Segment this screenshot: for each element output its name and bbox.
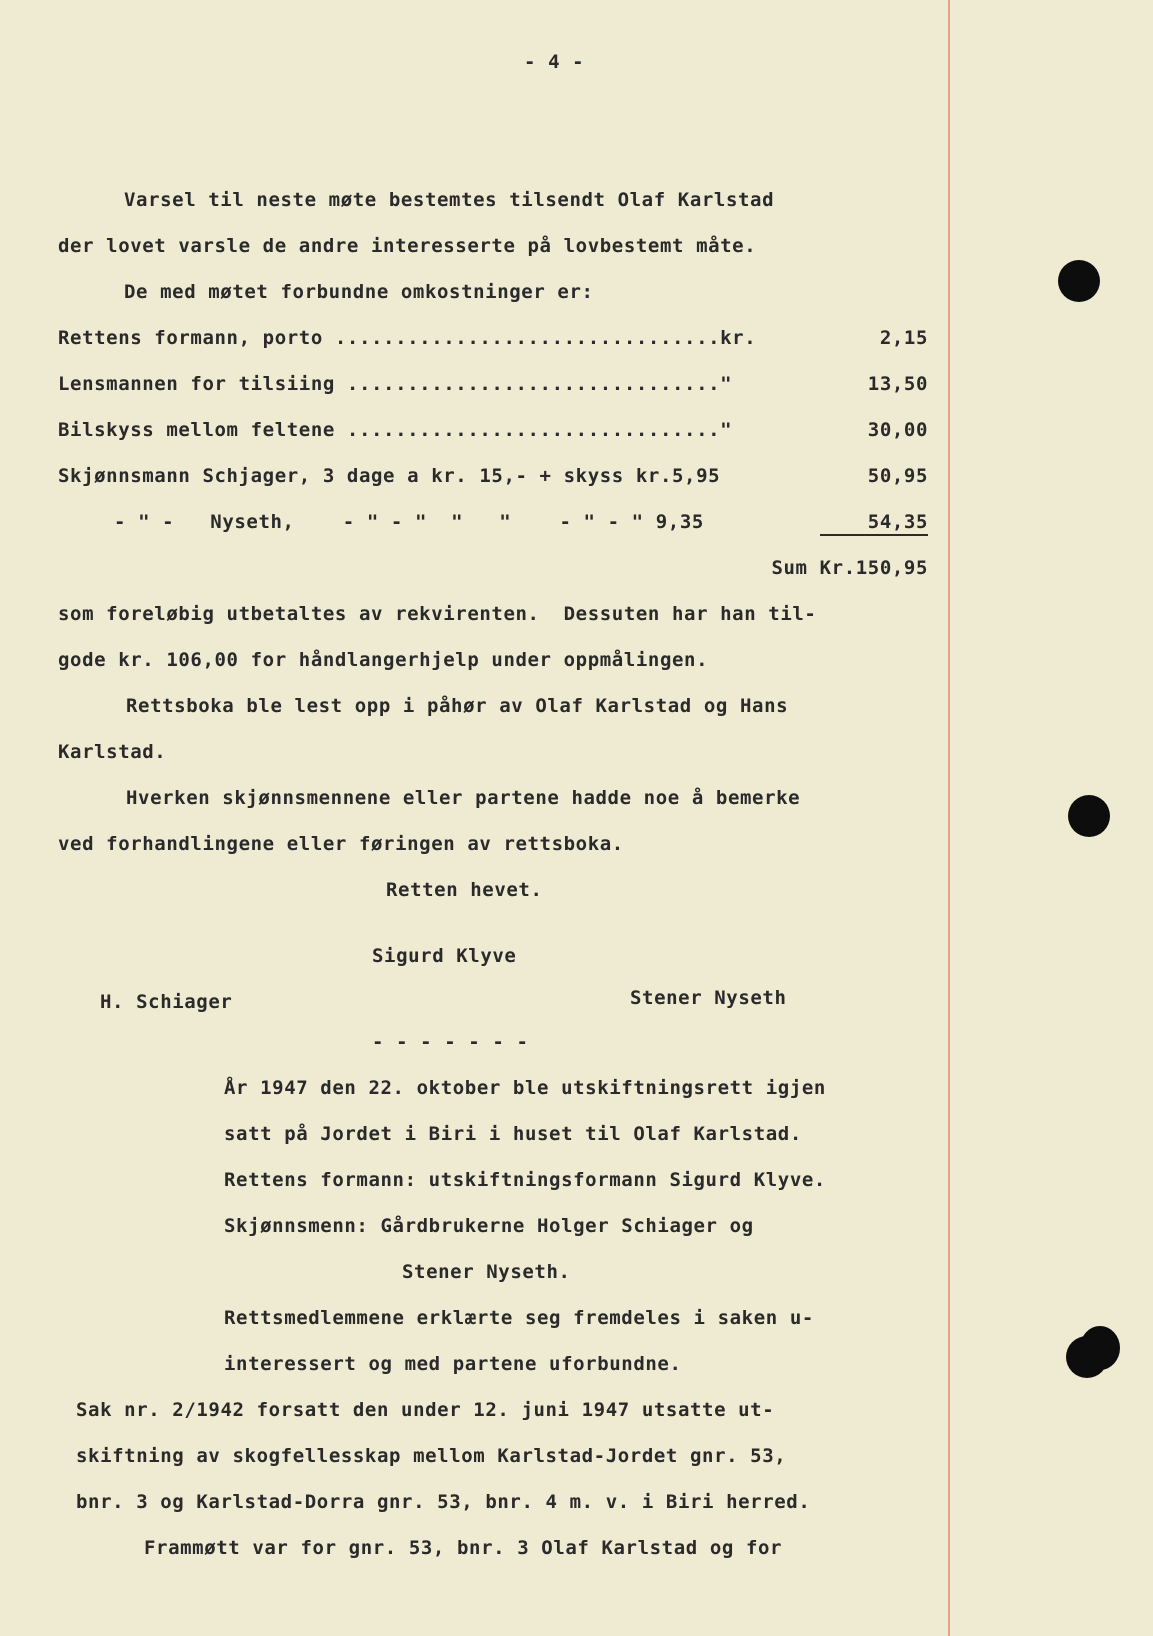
page-number: - 4 - [524, 51, 585, 73]
paragraph-line: interessert og med partene uforbundne. [224, 1353, 682, 1375]
paragraph-line: satt på Jordet i Biri i huset til Olaf Karlstad. [224, 1123, 802, 1145]
paragraph-line: Rettsmedlemmene erklærte seg fremdeles i saken u- [224, 1307, 814, 1329]
punch-hole [1068, 795, 1110, 837]
paragraph-line: Stener Nyseth. [402, 1261, 571, 1283]
paragraph-line: Varsel til neste møte bestemtes tilsendt Olaf Karlstad [124, 189, 775, 211]
paragraph-line: der lovet varsle de andre interesserte på lovbestemt måte. [58, 235, 757, 257]
signature-chair: Sigurd Klyve [372, 945, 517, 967]
cost-amount: 2,15 [879, 327, 928, 349]
sum-total: Sum Kr.150,95 [771, 557, 928, 579]
cost-amount: 30,00 [867, 419, 928, 441]
punch-hole [1080, 1326, 1120, 1370]
paragraph-line: Rettsboka ble lest opp i påhør av Olaf Karlstad og Hans [126, 695, 789, 717]
cost-label: Bilskyss mellom feltene ..............................." [58, 419, 733, 441]
cost-label: - " - Nyseth, - " - " " " - " - " 9,35 [114, 511, 704, 533]
punch-hole [1058, 260, 1100, 302]
paragraph-line: Frammøtt var for gnr. 53, bnr. 3 Olaf Karlstad og for [144, 1537, 783, 1559]
paragraph-line: Hverken skjønnsmennene eller partene hadde noe å bemerke [126, 787, 801, 809]
paragraph-line: Rettens formann: utskiftningsformann Sigurd Klyve. [224, 1169, 826, 1191]
cost-amount: 13,50 [867, 373, 928, 395]
signature-right: Stener Nyseth [630, 987, 787, 1009]
cost-amount: 54,35 [820, 510, 928, 536]
paragraph-line: År 1947 den 22. oktober ble utskiftningsrett igjen [224, 1077, 826, 1099]
paragraph-line: skiftning av skogfellesskap mellom Karlstad-Jordet gnr. 53, [76, 1445, 787, 1467]
signature-left: H. Schiager [100, 991, 233, 1013]
paragraph-line: ved forhandlingene eller føringen av rettsboka. [58, 833, 624, 855]
paragraph-line: Sak nr. 2/1942 forsatt den under 12. juni 1947 utsatte ut- [76, 1399, 775, 1421]
paragraph-line: bnr. 3 og Karlstad-Dorra gnr. 53, bnr. 4 m. v. i Biri herred. [76, 1491, 811, 1513]
cost-amount: 50,95 [867, 465, 928, 487]
paragraph-line: Karlstad. [58, 741, 167, 763]
closing-line: Retten hevet. [386, 879, 543, 901]
costs-intro: De med møtet forbundne omkostninger er: [124, 281, 594, 303]
paragraph-line: gode kr. 106,00 for håndlangerhjelp under oppmålingen. [58, 649, 709, 671]
cost-label: Lensmannen for tilsiing ..............................." [58, 373, 733, 395]
cost-label: Skjønnsmann Schjager, 3 dage a kr. 15,- + skyss kr.5,95 [58, 465, 721, 487]
separator: - - - - - - - [372, 1031, 529, 1053]
paragraph-line: som foreløbig utbetaltes av rekvirenten. Dessuten har han til- [58, 603, 817, 625]
margin-rule [948, 0, 950, 1636]
cost-label: Rettens formann, porto ................................kr. [58, 327, 757, 349]
paragraph-line: Skjønnsmenn: Gårdbrukerne Holger Schiager og [224, 1215, 754, 1237]
